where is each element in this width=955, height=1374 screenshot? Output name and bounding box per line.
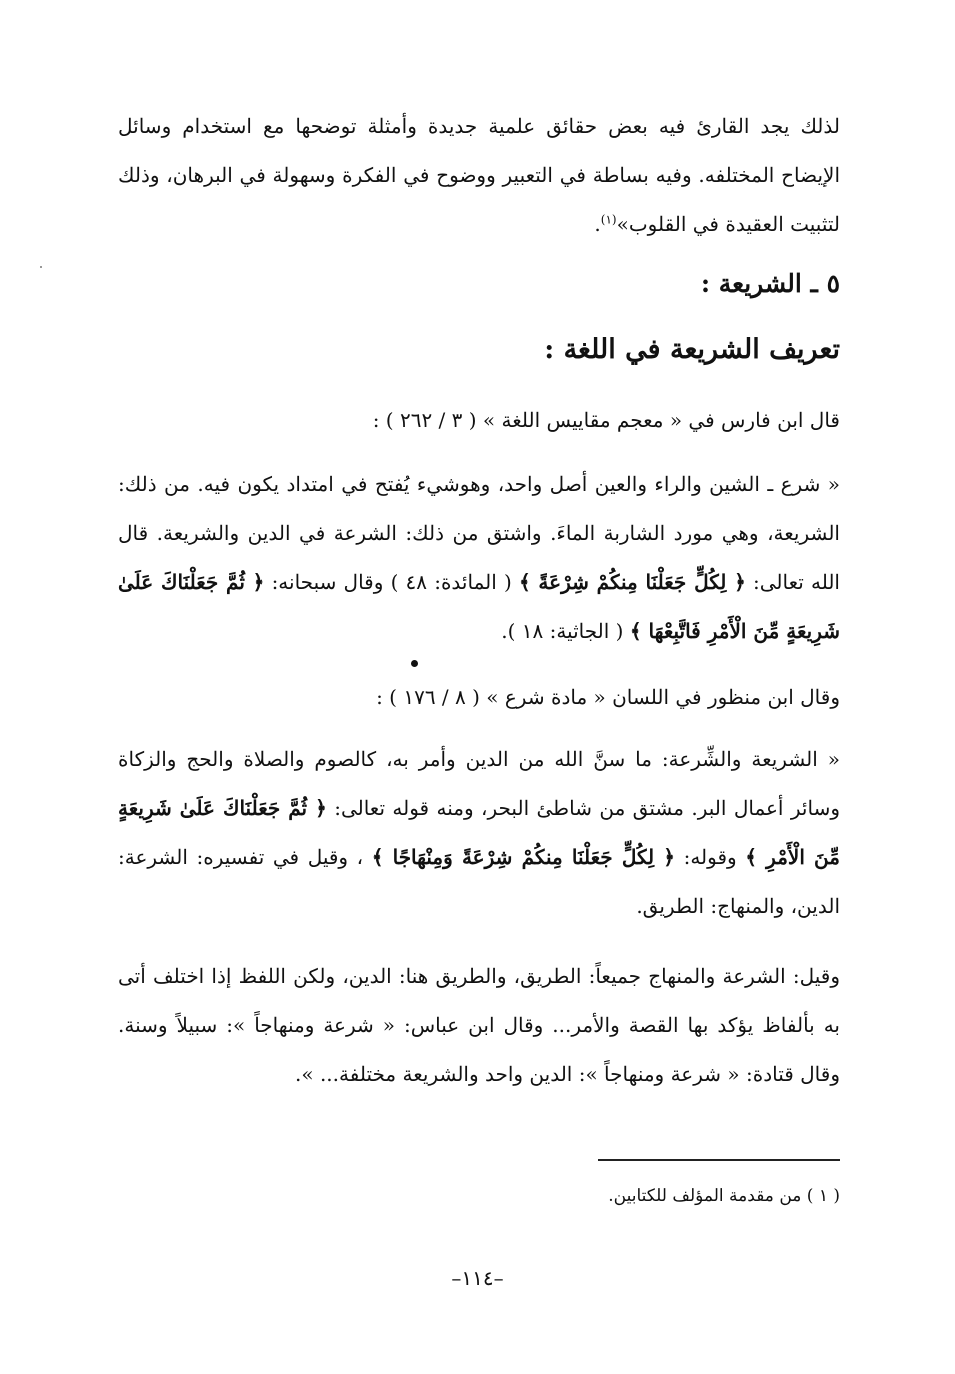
section-title: ٥ ـ الشريعة : [700,269,840,298]
footnote: ( ١ ) من مقدمة المؤلف للكتابين. [608,1186,840,1206]
quran-verse-2: ﴿ لِكُلٍّ جَعَلْنَا مِنكُمْ شِرْعَةً وَمِنْهَاجًا ﴾ [371,845,675,869]
footnote-marker: (١) [600,212,617,227]
subsection-title: تعريف الشريعة في اللغة : [544,334,840,365]
quote2-text-a: « الشريعة والشِّرعة: ما سنَّ الله من الدين وأمر به، كالصوم والصلاة والحج والزكاة وسائر أعمال البر. مشتق من شاطئ البحر، ومنه قوله تعالى: [118,747,840,820]
footnote-separator [598,1159,840,1161]
ibn-manzur-quote [118,735,840,931]
ibn-faris-quote [118,460,840,656]
quran-verse-1: ﴿ ثُمَّ جَعَلْنَاكَ عَلَىٰ شَرِيعَةٍ مِّنَ الْأَمْرِ ﴾ [118,796,840,869]
ibn-manzur-intro: وقال ابن منظور في اللسان « مادة شرع » ( ٨ / ١٧٦ ) : [376,685,840,709]
intro-paragraph [118,102,840,249]
quran-verse-jathiya: ﴿ ثُمَّ جَعَلْنَاكَ عَلَىٰ شَرِيعَةٍ مِّنَ الْأَمْرِ فَاتَّبِعْهَا ﴾ [118,570,840,643]
quote1-text-b: ( المائدة: ٤٨ ) وقال سبحانه: [271,570,512,594]
intro-end: . [594,212,601,236]
ibn-faris-intro: قال ابن فارس في « معجم مقاييس اللغة » ( ٣ / ٢٦٢ ) : [372,408,840,432]
final-paragraph: وقيل: الشرعة والمنهاج جميعاً: الطريق، والطريق هنا: الدين، ولكن اللفظ إذا اختلف أتى به بألفاظ يؤكد بها القصة والأمر... وقال ابن عباس: « شرعة ومنهاجاً »: سبيلاً وسنة. وقال قتادة: « شرعة ومنهاجاً »: الدين واحد والشريعة مختلفة... ». [118,964,840,1086]
quran-verse-maida: ﴿ لِكُلٍّ جَعَلْنَا مِنكُمْ شِرْعَةً ﴾ [518,570,746,594]
quote2-text-c: ، وقيل في تفسيره: الشرعة: الدين، والمنهاج: الطريق. [118,845,840,918]
quote1-text-c: ( الجاثية: ١٨ ). [501,619,624,643]
intro-text: لذلك يجد القارئ فيه بعض حقائق علمية جديدة وأمثلة توضحها مع استخدام وسائل الإيضاح المختلفه. وفيه بساطة في التعبير ووضوح في الفكرة وسهولة في البرهان، وذلك لتثبيت العقيدة في القلوب» [118,114,840,236]
page-number: –١١٤– [451,1266,504,1290]
scan-speck [40,266,42,268]
quote2-text-b: وقوله: [683,845,737,869]
quote1-text-a: « شرع ـ الشين والراء والعين أصل واحد، وهوشيء يُفتح في امتداد يكون فيه. من ذلك: الشريعة، وهي مورد الشاربة الماءَ. واشتق من ذلك: الشرعة في الدين والشريعة. قال الله تعالى: [118,472,840,594]
stray-dot [411,660,418,667]
